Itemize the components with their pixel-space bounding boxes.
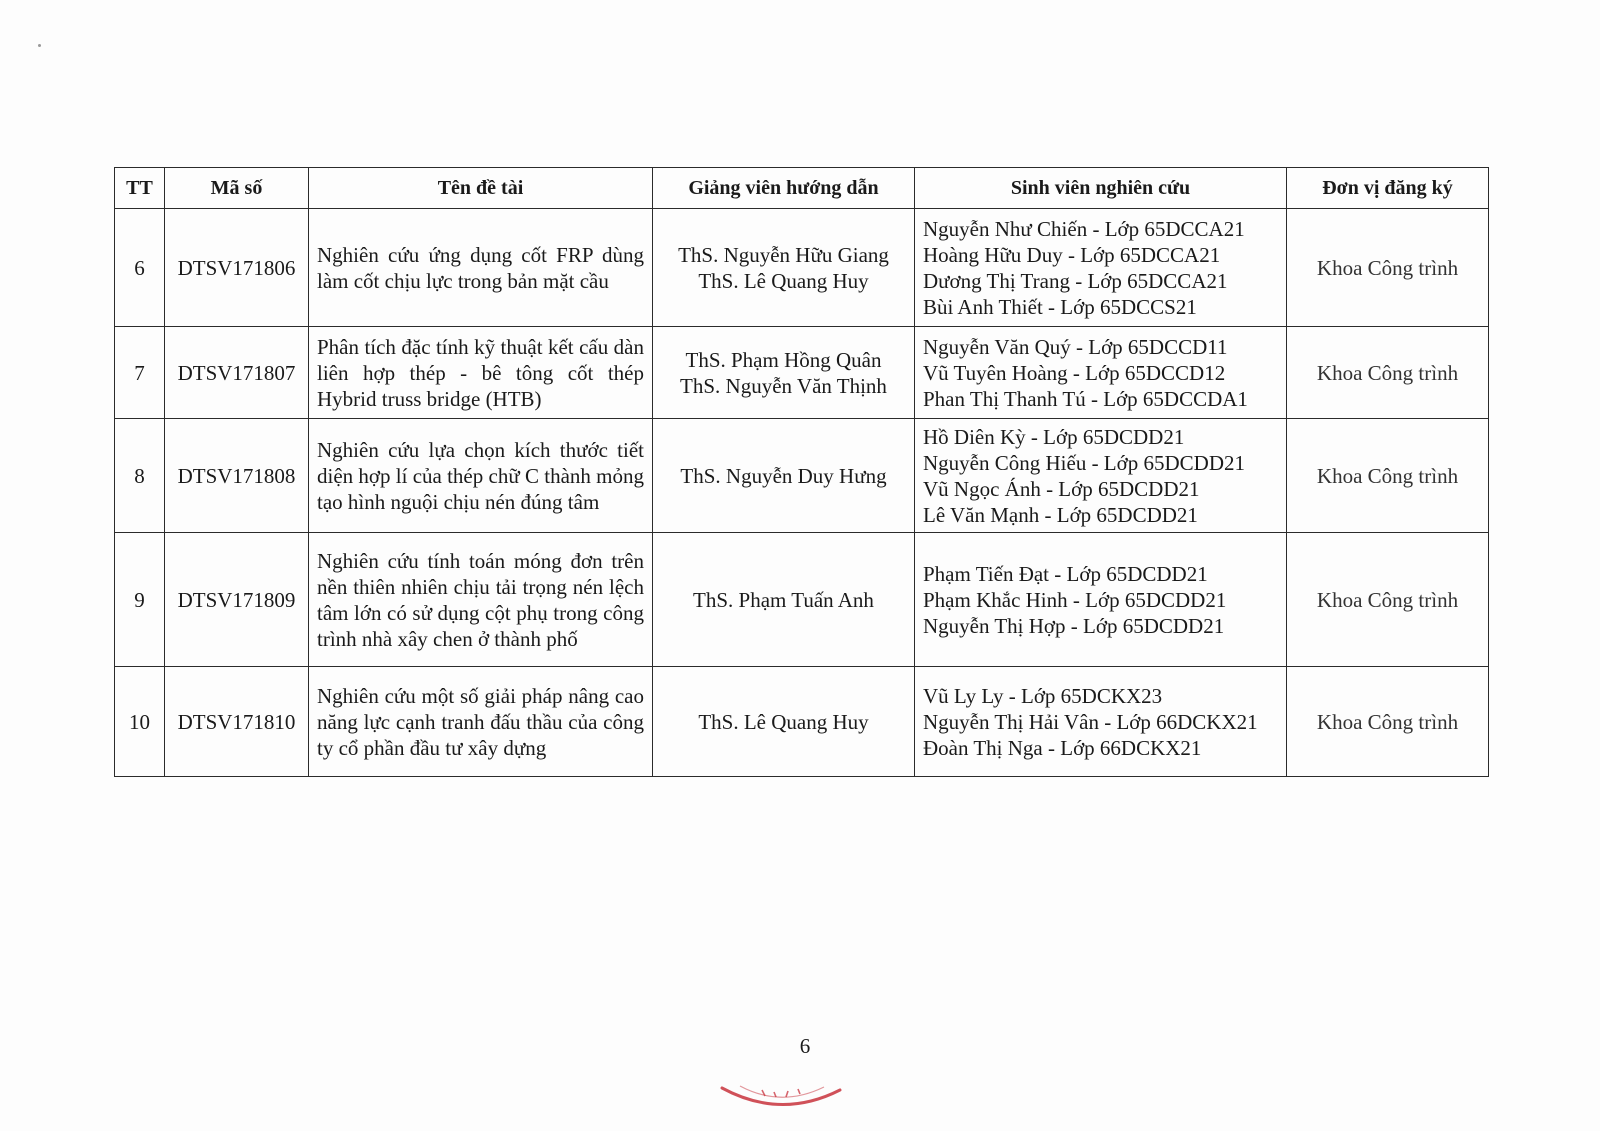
table-row	[115, 667, 1489, 777]
table-row	[115, 209, 1489, 327]
header-unit: Đơn vị đăng ký	[1287, 168, 1489, 209]
topic-code: DTSV171807	[165, 327, 309, 419]
student-entry: Vũ Ly Ly - Lớp 65DCKX23	[923, 683, 1163, 708]
scan-dot	[38, 44, 41, 47]
students-cell	[915, 533, 1287, 667]
registering-unit: Khoa Công trình	[1287, 419, 1489, 533]
topic-code: DTSV171806	[165, 209, 309, 327]
student-entry: Lê Văn Mạnh - Lớp 65DCDD21	[923, 502, 1198, 527]
stamp-arc-inner	[740, 1086, 824, 1097]
supervisor-name: ThS. Phạm Hồng Quân	[685, 347, 882, 372]
student-entry: Nguyễn Thị Hợp - Lớp 65DCDD21	[923, 613, 1225, 638]
supervisor-name: ThS. Phạm Tuấn Anh	[693, 587, 874, 612]
row-number: 9	[115, 533, 165, 667]
table-row	[115, 533, 1489, 667]
row-number: 7	[115, 327, 165, 419]
topic-title-text: Nghiên cứu tính toán móng đơn trên nền thiên nhiên chịu tải trọng nén lệch tâm lớn có sử dụng cột phụ trong công trình nhà xây chen ở thành phố	[317, 548, 644, 651]
registering-unit: Khoa Công trình	[1287, 533, 1489, 667]
supervisor-name: ThS. Nguyễn Duy Hưng	[680, 463, 887, 488]
header-students: Sinh viên nghiên cứu	[915, 168, 1287, 209]
student-entry: Nguyễn Thị Hải Vân - Lớp 66DCKX21	[923, 709, 1258, 734]
header-code: Mã số	[165, 168, 309, 209]
student-entry: Dương Thị Trang - Lớp 65DCCA21	[923, 268, 1228, 293]
students-cell	[915, 419, 1287, 533]
student-entry: Hồ Diên Kỳ - Lớp 65DCDD21	[923, 424, 1185, 449]
topic-title-text: Nghiên cứu ứng dụng cốt FRP dùng làm cốt chịu lực trong bản mặt cầu	[317, 242, 644, 293]
supervisor-cell	[653, 533, 915, 667]
supervisor-cell	[653, 209, 915, 327]
header-tt: TT	[115, 168, 165, 209]
header-title: Tên đề tài	[309, 168, 653, 209]
supervisor-name: ThS. Nguyễn Hữu Giang	[678, 242, 889, 267]
row-number: 6	[115, 209, 165, 327]
supervisor-name: ThS. Lê Quang Huy	[698, 709, 869, 734]
topic-title	[309, 209, 653, 327]
student-entry: Nguyễn Văn Quý - Lớp 65DCCD11	[923, 334, 1228, 359]
topic-title-text: Phân tích đặc tính kỹ thuật kết cấu dàn liên hợp thép - bê tông cốt thép Hybrid truss bridge (HTB)	[317, 334, 644, 411]
stamp-arc	[722, 1088, 840, 1105]
topic-title	[309, 667, 653, 777]
supervisor-cell	[653, 419, 915, 533]
topic-code: DTSV171809	[165, 533, 309, 667]
registering-unit: Khoa Công trình	[1287, 667, 1489, 777]
supervisor-name: ThS. Nguyễn Văn Thịnh	[680, 373, 887, 398]
topic-title	[309, 419, 653, 533]
registering-unit: Khoa Công trình	[1287, 327, 1489, 419]
student-entry: Phan Thị Thanh Tú - Lớp 65DCCDA1	[923, 386, 1248, 411]
seal-stamp-icon	[718, 1082, 844, 1122]
research-topics-table	[114, 167, 1489, 777]
student-entry: Đoàn Thị Nga - Lớp 66DCKX21	[923, 735, 1202, 760]
topic-title-text: Nghiên cứu một số giải pháp nâng cao năng lực cạnh tranh đấu thầu của công ty cổ phần đầu tư xây dựng	[317, 683, 644, 760]
table-row	[115, 419, 1489, 533]
page-number: 6	[799, 1034, 811, 1058]
student-entry: Hoàng Hữu Duy - Lớp 65DCCA21	[923, 242, 1221, 267]
registering-unit: Khoa Công trình	[1287, 209, 1489, 327]
table-header-row	[115, 168, 1489, 209]
supervisor-cell	[653, 327, 915, 419]
supervisor-cell	[653, 667, 915, 777]
students-cell	[915, 667, 1287, 777]
topic-code: DTSV171808	[165, 419, 309, 533]
students-cell	[915, 327, 1287, 419]
student-entry: Bùi Anh Thiết - Lớp 65DCCS21	[923, 294, 1197, 319]
row-number: 10	[115, 667, 165, 777]
student-entry: Vũ Ngọc Ánh - Lớp 65DCDD21	[923, 476, 1200, 501]
topic-title	[309, 533, 653, 667]
student-entry: Nguyễn Như Chiến - Lớp 65DCCA21	[923, 216, 1245, 241]
students-cell	[915, 209, 1287, 327]
student-entry: Phạm Tiến Đạt - Lớp 65DCDD21	[923, 561, 1208, 586]
topic-title-text: Nghiên cứu lựa chọn kích thước tiết diện hợp lí của thép chữ C thành mỏng tạo hình nguội chịu nén đúng tâm	[317, 437, 644, 514]
topic-title	[309, 327, 653, 419]
row-number: 8	[115, 419, 165, 533]
topic-code: DTSV171810	[165, 667, 309, 777]
supervisor-name: ThS. Lê Quang Huy	[698, 268, 869, 293]
student-entry: Phạm Khắc Hinh - Lớp 65DCDD21	[923, 587, 1227, 612]
header-supervisor: Giảng viên hướng dẫn	[653, 168, 915, 209]
table-row	[115, 327, 1489, 419]
student-entry: Nguyễn Công Hiếu - Lớp 65DCDD21	[923, 450, 1245, 475]
student-entry: Vũ Tuyên Hoàng - Lớp 65DCCD12	[923, 360, 1226, 385]
